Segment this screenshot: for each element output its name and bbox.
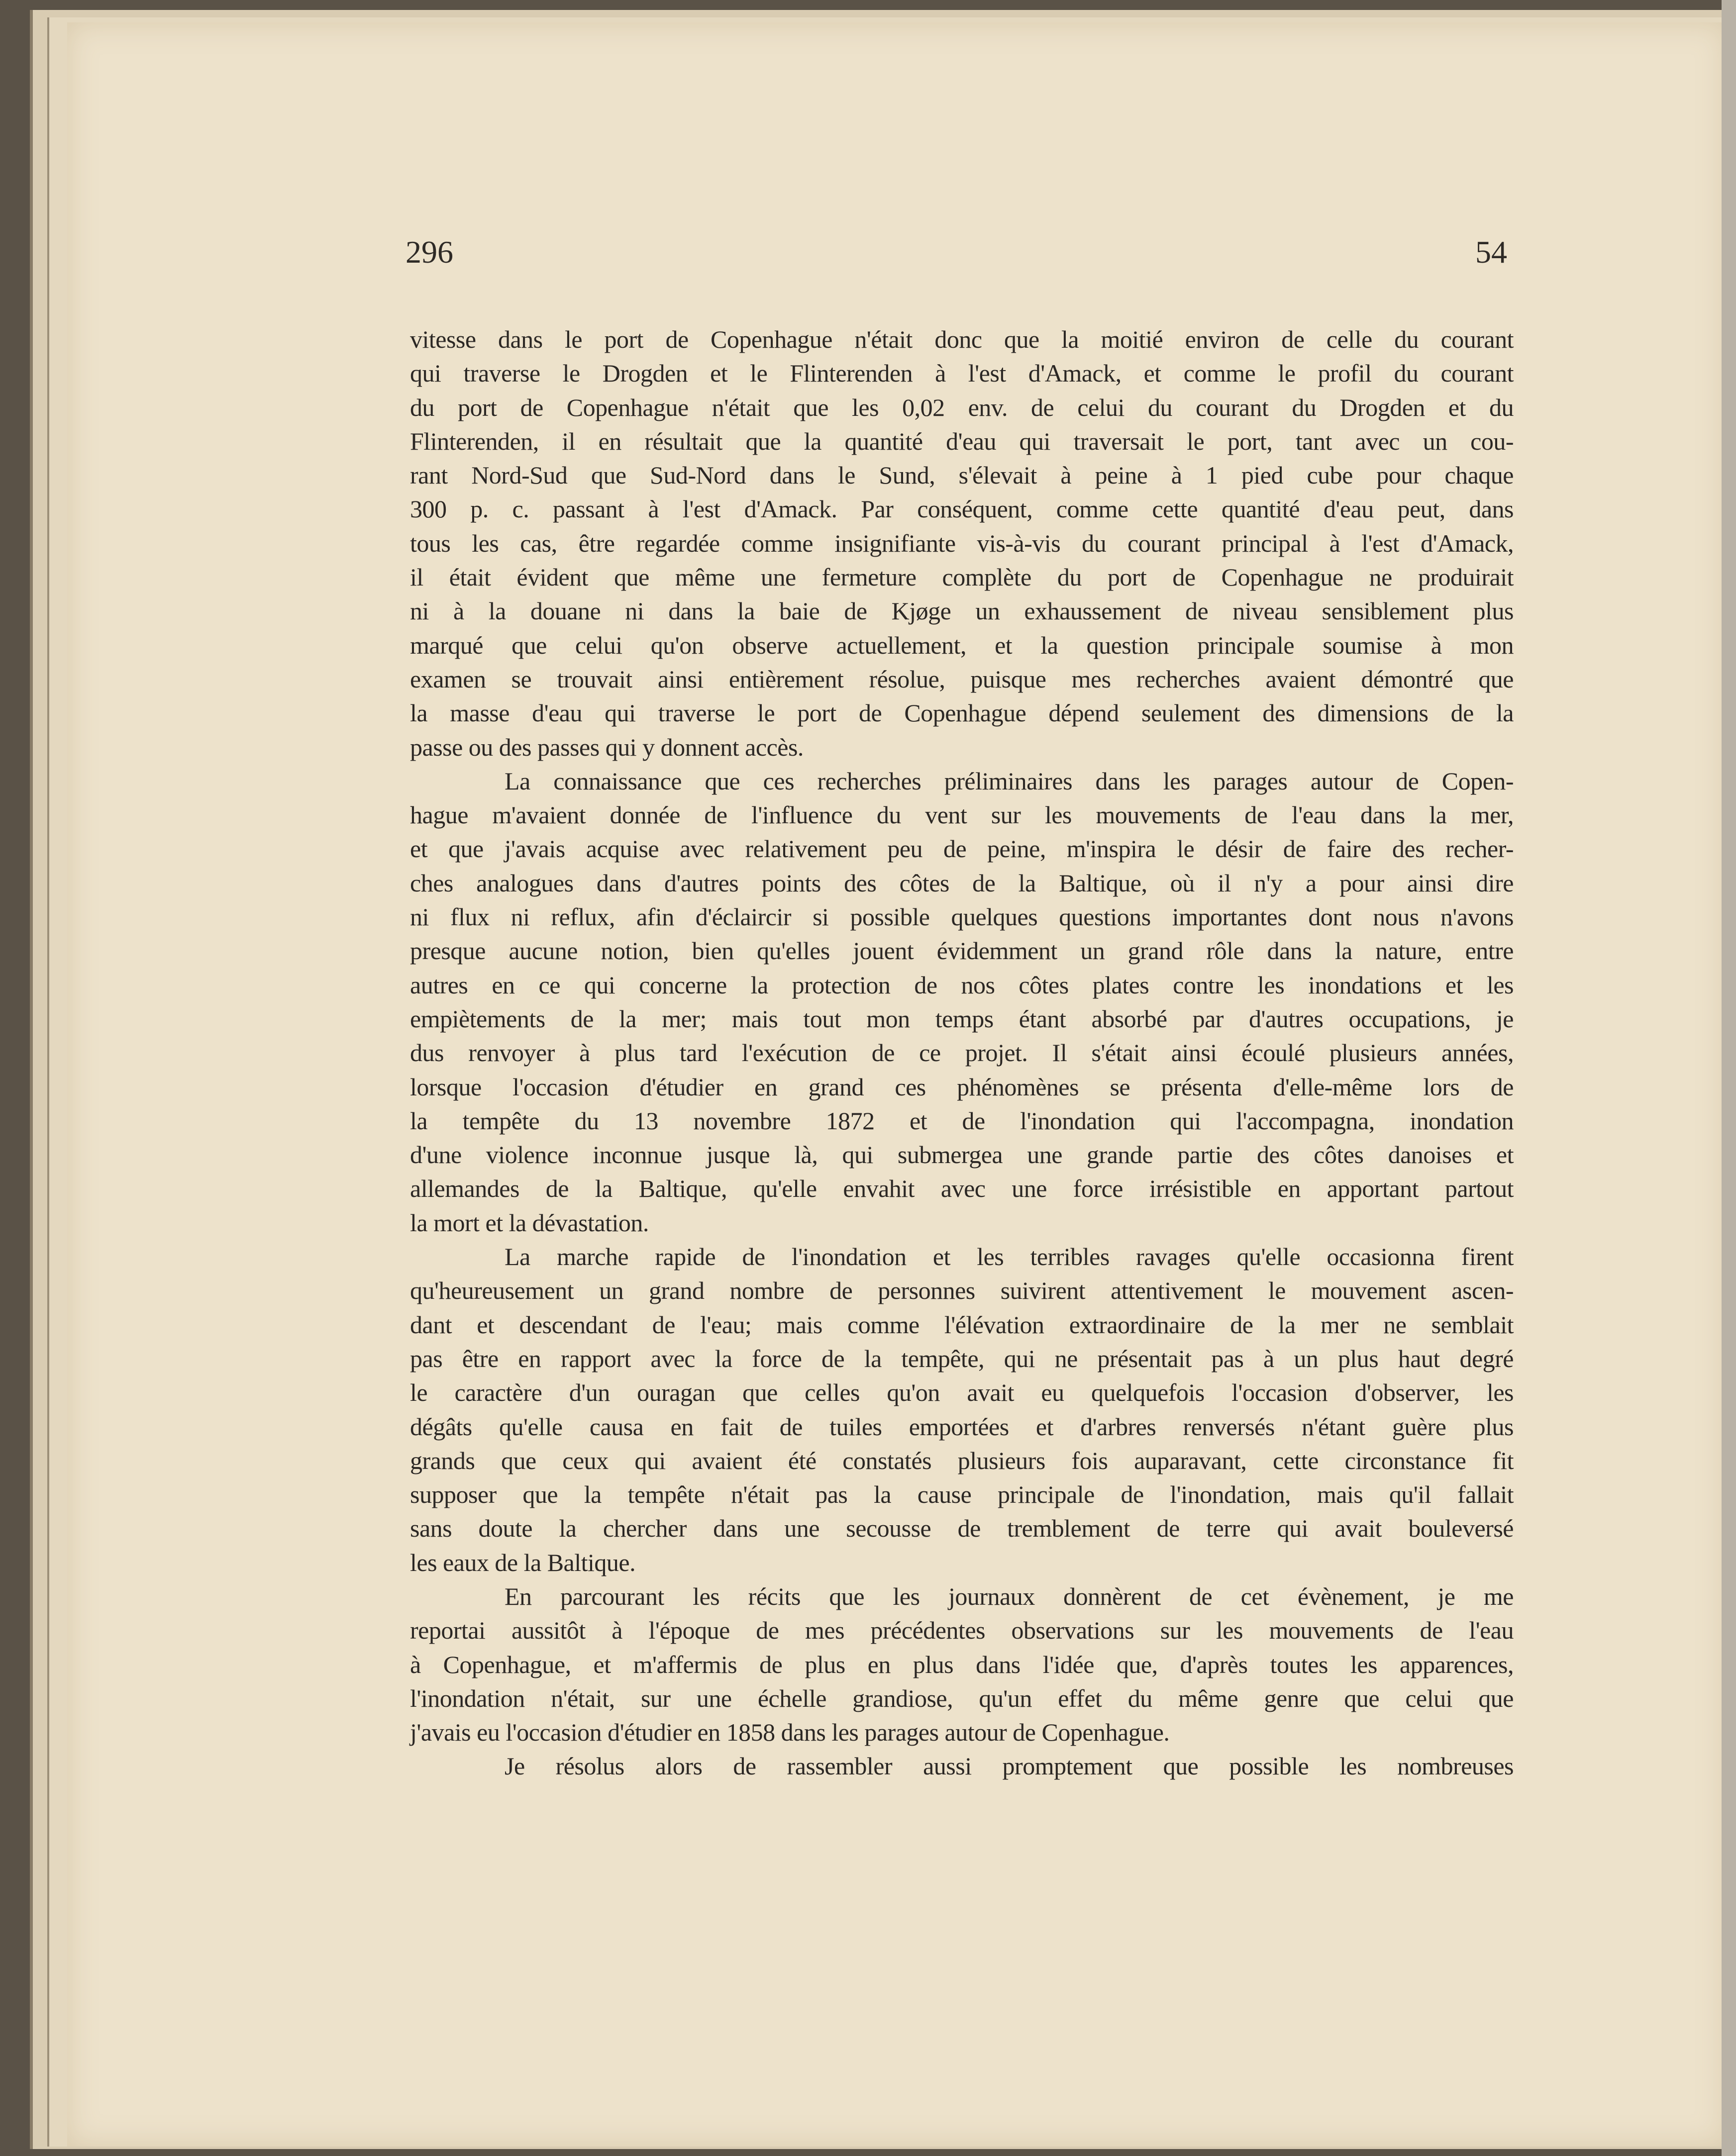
text-line: tous les cas, être regardée comme insignifiante vis-à-vis du courant principal à l'est d'Amack, [410,529,1514,557]
text-line: du port de Copenhague n'était que les 0,02 env. de celui du courant du Drogden et du [410,393,1514,421]
text-line: l'inondation n'était, sur une échelle grandiose, qu'un effet du même genre que celui que [410,1684,1514,1712]
scan-edge [1722,0,1736,2156]
text-line: à Copenhague, et m'affermis de plus en plus dans l'idée que, d'après toutes les apparences, [410,1650,1514,1678]
text-line: examen se trouvait ainsi entièrement résolue, puisque mes recherches avaient démontré que [410,665,1514,693]
text-line: ni à la douane ni dans la baie de Kjøge un exhaussement de niveau sensiblement plus [410,597,1514,625]
text-line: et que j'avais acquise avec relativement peu de peine, m'inspira le désir de faire des recher- [410,835,1514,863]
text-line: ni flux ni reflux, afin d'éclaircir si possible quelques questions importantes dont nous n'avons [410,903,1514,931]
text-line: reportai aussitôt à l'époque de mes précédentes observations sur les mouvements de l'eau [410,1616,1514,1645]
text-line: Je résolus alors de rassembler aussi promptement que possible les nombreuses [505,1752,1514,1780]
text-line: sans doute la chercher dans une secousse de tremblement de terre qui avait bouleversé [410,1514,1514,1543]
text-line: hague m'avaient donnée de l'influence du vent sur les mouvements de l'eau dans la mer, [410,801,1514,829]
text-line: supposer que la tempête n'était pas la cause principale de l'inondation, mais qu'il fallait [410,1480,1514,1509]
text-line: la masse d'eau qui traverse le port de Copenhague dépend seulement des dimensions de la [410,699,1514,727]
text-line: empiètements de la mer; mais tout mon temps étant absorbé par d'autres occupations, je [410,1004,1514,1033]
text-line: il était évident que même une fermeture complète du port de Copenhague ne produirait [410,563,1514,591]
text-line: presque aucune notion, bien qu'elles jouent évidemment un grand rôle dans la nature, entre [410,937,1514,965]
text-line: passe ou des passes qui y donnent accès. [410,733,804,761]
text-line: lorsque l'occasion d'étudier en grand ces phénomènes se présenta d'elle-même lors de [410,1073,1514,1101]
text-line: vitesse dans le port de Copenhague n'était donc que la moitié environ de celle du courant [410,325,1514,353]
page-number-left: 296 [406,234,453,270]
text-line: qui traverse le Drogden et le Flinterenden à l'est d'Amack, et comme le profil du courant [410,359,1514,388]
text-line: La marche rapide de l'inondation et les terribles ravages qu'elle occasionna firent [505,1243,1514,1271]
text-line: dus renvoyer à plus tard l'exécution de ce projet. Il s'était ainsi écoulé plusieurs années, [410,1039,1514,1067]
paragraph [410,1749,1514,1783]
text-line: qu'heureusement un grand nombre de personnes suivirent attentivement le mouvement ascen- [410,1276,1514,1305]
text-line: dant et descendant de l'eau; mais comme l'élévation extraordinaire de la mer ne semblait [410,1310,1514,1339]
text-line: En parcourant les récits que les journaux donnèrent de cet évènement, je me [505,1582,1514,1610]
text-line: grands que ceux qui avaient été constatés plusieurs fois auparavant, cette circonstance fit [410,1446,1514,1474]
paragraph [410,322,1514,764]
text-line: rant Nord-Sud que Sud-Nord dans le Sund, s'élevait à peine à 1 pied cube pour chaque [410,461,1514,490]
text-line: d'une violence inconnue jusque là, qui submergea une grande partie des côtes danoises et [410,1141,1514,1169]
text-line: ches analogues dans d'autres points des côtes de la Baltique, où il n'y a pour ainsi dire [410,869,1514,897]
text-line: les eaux de la Baltique. [410,1548,636,1576]
text-line: la mort et la dévastation. [410,1208,649,1237]
paragraph [410,1240,1514,1579]
text-line: le caractère d'un ouragan que celles qu'on avait eu quelquefois l'occasion d'observer, les [410,1378,1514,1407]
text-line: 300 p. c. passant à l'est d'Amack. Par conséquent, comme cette quantité d'eau peut, dans [410,495,1514,523]
text-line: Flinterenden, il en résultait que la quantité d'eau qui traversait le port, tant avec un cou- [410,427,1514,455]
text-line: dégâts qu'elle causa en fait de tuiles emportées et d'arbres renversés n'étant guère plus [410,1412,1514,1441]
paragraph [410,764,1514,1240]
text-line: la tempête du 13 novembre 1872 et de l'inondation qui l'accompagna, inondation [410,1106,1514,1135]
page-number-right: 54 [1475,234,1507,270]
text-line: allemandes de la Baltique, qu'elle envahit avec une force irrésistible en apportant partout [410,1175,1514,1203]
text-line: j'avais eu l'occasion d'étudier en 1858 dans les parages autour de Copenhague. [410,1718,1170,1747]
paragraph [410,1579,1514,1749]
text-line: autres en ce qui concerne la protection de nos côtes plates contre les inondations et les [410,971,1514,999]
text-line: marqué que celui qu'on observe actuellement, et la question principale soumise à mon [410,631,1514,659]
text-line: La connaissance que ces recherches préliminaires dans les parages autour de Copen- [505,767,1514,795]
text-line: pas être en rapport avec la force de la tempête, qui ne présentait pas à un plus haut degré [410,1344,1514,1372]
body-text [410,322,1514,1783]
